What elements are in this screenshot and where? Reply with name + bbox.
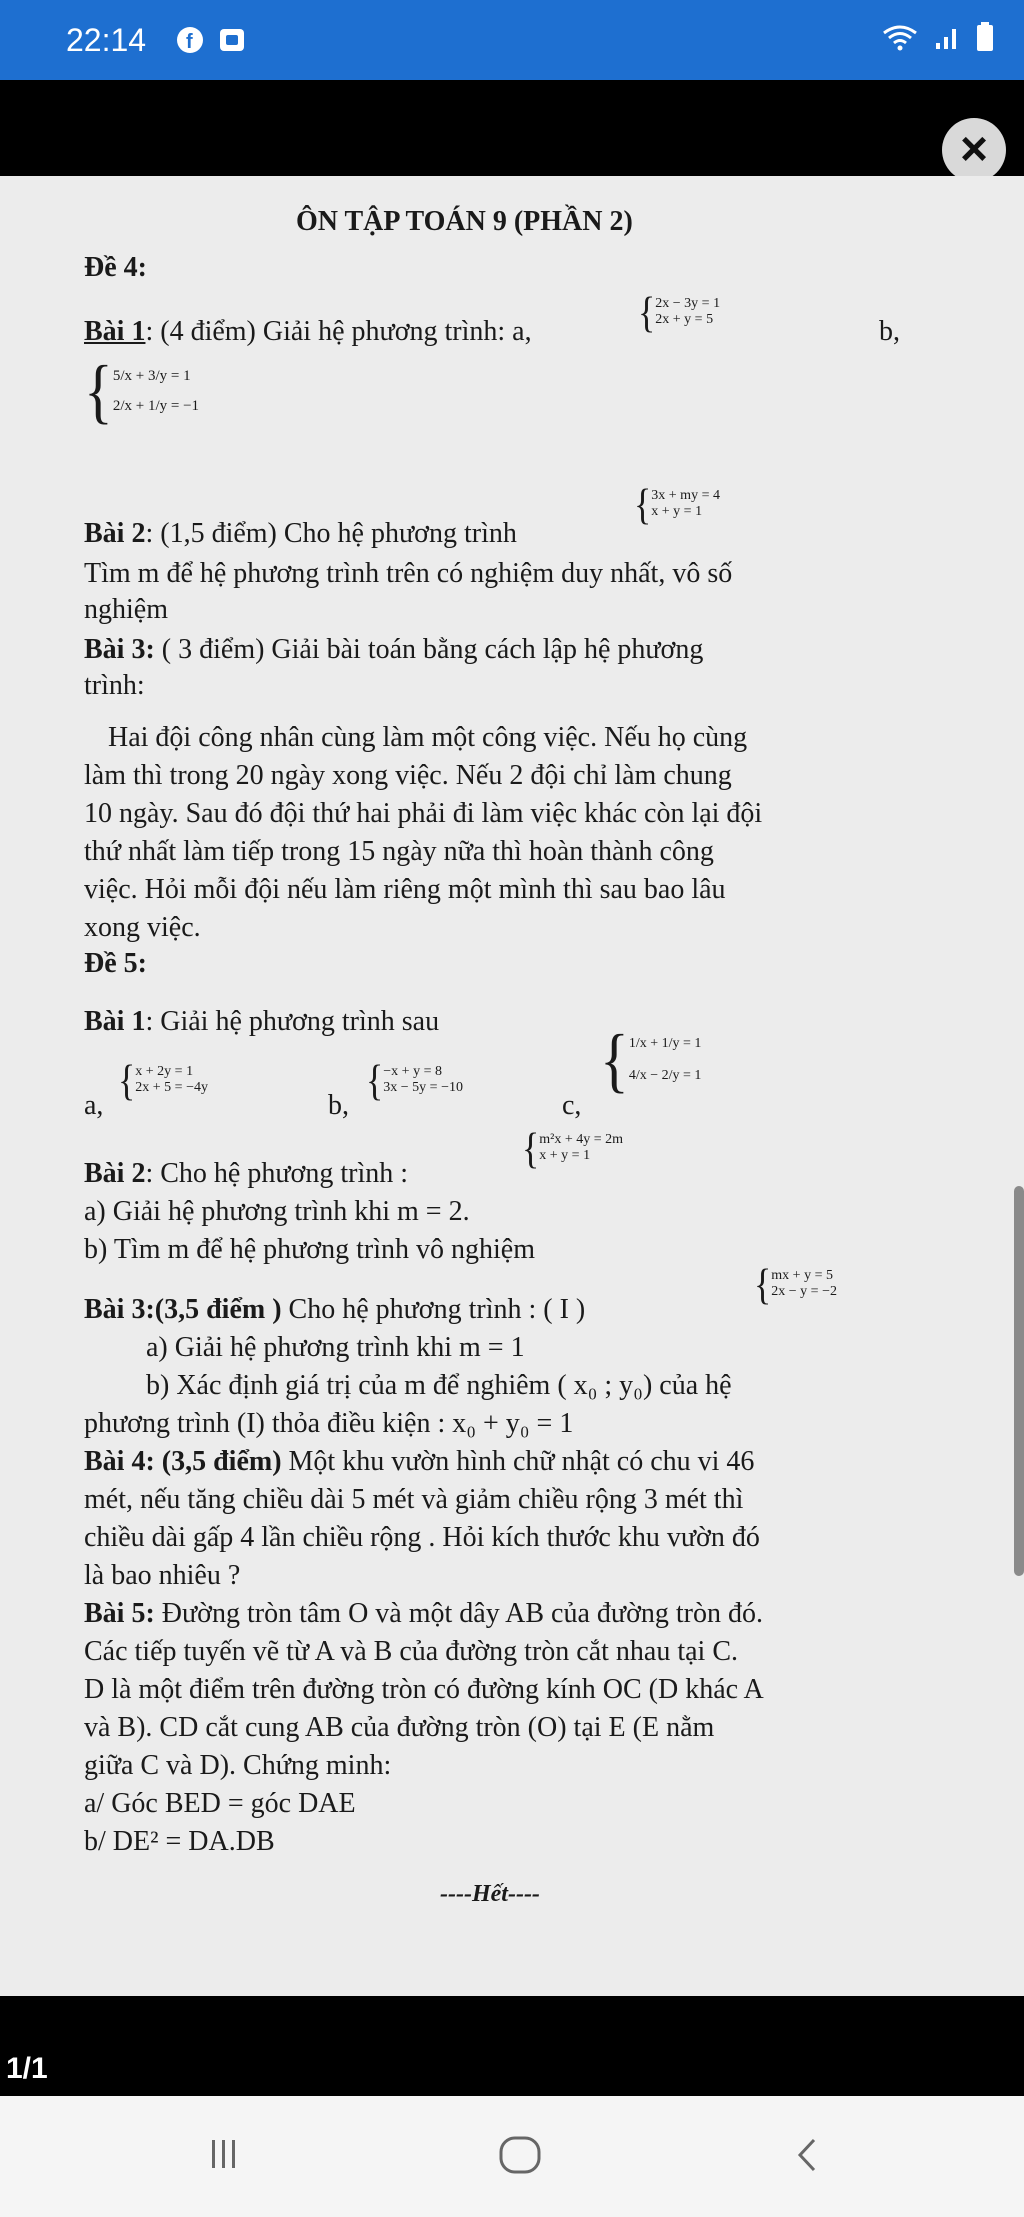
de5-bai2: Bài 2: Cho hệ phương trình : [84, 1158, 408, 1189]
de4-bai1 [84, 314, 532, 350]
de5-bai1: Bài 1: Giải hệ phương trình sau [84, 1006, 440, 1037]
page-counter: 1/1 [6, 2052, 48, 2085]
equation-system: { 2x − 3y = 1 2x + y = 5 [638, 288, 721, 336]
de5-bai5: Bài 5: Đường tròn tâm O và một dây AB của đường tròn đó. [84, 1598, 764, 1629]
equation-system: { 3x + my = 4 x + y = 1 [634, 480, 720, 528]
system-nav-bar [0, 2096, 1024, 2217]
wifi-icon [880, 23, 920, 51]
de4-heading: Đề 4: [84, 252, 147, 283]
document-page[interactable] [0, 176, 1024, 1996]
gallery-icon [218, 26, 246, 54]
text-line: giữa C và D). Chứng minh: [84, 1750, 392, 1781]
back-button[interactable] [778, 2134, 838, 2180]
home-icon [497, 2134, 543, 2176]
text-line: Hai đội công nhân cùng làm một công việc. Nếu họ cùng [108, 722, 748, 753]
equation-system: { 5/x + 3/y = 1 2/x + 1/y = −1 [84, 351, 200, 431]
svg-text:f: f [186, 31, 193, 53]
text-line: và B). CD cắt cung AB của đường tròn (O) tại E (E nằm [84, 1712, 715, 1743]
bai-text: : (4 điểm) Giải hệ phương trình: a, [145, 316, 532, 347]
text-line: a) Giải hệ phương trình khi m = 2. [84, 1196, 470, 1227]
signal-icon [934, 23, 962, 51]
text-line: chiều dài gấp 4 lần chiều rộng . Hỏi kích thước khu vườn đó [84, 1522, 760, 1553]
facebook-icon [176, 26, 204, 54]
home-button[interactable] [490, 2134, 550, 2180]
text-line: phương trình (I) thỏa điều kiện : x₀ + y₀ = 1 [84, 1408, 574, 1439]
scrollbar[interactable] [1014, 1186, 1024, 1576]
text-line: thứ nhất làm tiếp trong 15 ngày nữa thì hoàn thành công [84, 836, 714, 867]
part-label: b, [328, 1090, 349, 1121]
recents-icon [204, 2134, 244, 2174]
equation-system: { m²x + 4y = 2m x + y = 1 [522, 1124, 624, 1172]
de5-heading: Đề 5: [84, 948, 147, 979]
part-label: a, [84, 1090, 104, 1121]
recents-button[interactable] [194, 2134, 254, 2180]
equation-system: { 1/x + 1/y = 1 4/x − 2/y = 1 [600, 1020, 702, 1100]
text-line: b) Xác định giá trị của m để nghiêm ( x₀ ; y₀) của hệ [146, 1370, 732, 1401]
text-line: trình: [84, 670, 145, 701]
text-line: mét, nếu tăng chiều dài 5 mét và giảm chiều rộng 3 mét thì [84, 1484, 744, 1515]
text-line: a/ Góc BED = góc DAE [84, 1788, 356, 1819]
back-icon [788, 2134, 828, 2176]
text-line: Các tiếp tuyến vẽ từ A và B của đường tròn cắt nhau tại C. [84, 1636, 739, 1667]
text-line: xong việc. [84, 912, 201, 943]
page-counter-bar [0, 1996, 1024, 2096]
text-line: 10 ngày. Sau đó đội thứ hai phải đi làm việc khác còn lại đội [84, 798, 763, 829]
text-line: D là một điểm trên đường tròn có đường kính OC (D khác A [84, 1674, 764, 1705]
part-label: b, [879, 316, 900, 347]
text-line: a) Giải hệ phương trình khi m = 1 [146, 1332, 525, 1363]
de5-bai4: Bài 4: (3,5 điểm) Một khu vườn hình chữ nhật có chu vi 46 [84, 1446, 755, 1477]
close-button[interactable] [942, 118, 1006, 182]
clock: 22:14 [66, 22, 147, 58]
part-label: c, [562, 1090, 582, 1121]
end-marker: ----Hết---- [440, 1881, 540, 1907]
text-line: Tìm m để hệ phương trình trên có nghiệm duy nhất, vô số [84, 558, 733, 589]
equation-system: { mx + y = 5 2x − y = −2 [754, 1260, 837, 1308]
page-title: ÔN TẬP TOÁN 9 (PHẦN 2) [296, 206, 633, 237]
viewer-header [0, 80, 1024, 176]
equation-system: { x + 2y = 1 2x + 5 = −4y [118, 1056, 208, 1104]
battery-icon [976, 22, 994, 52]
de4-bai3: Bài 3: ( 3 điểm) Giải bài toán bằng cách lập hệ phương [84, 634, 704, 665]
text-line: làm thì trong 20 ngày xong việc. Nếu 2 đội chỉ làm chung [84, 760, 732, 791]
text-line: là bao nhiêu ? [84, 1560, 241, 1591]
text-line: b) Tìm m để hệ phương trình vô nghiệm [84, 1234, 535, 1265]
text-line: nghiệm [84, 594, 168, 625]
status-bar [0, 0, 1024, 80]
de5-bai3: Bài 3:(3,5 điểm ) Cho hệ phương trình : ( I ) [84, 1294, 586, 1325]
equation-system: { −x + y = 8 3x − 5y = −10 [366, 1056, 463, 1104]
text-line: việc. Hỏi mỗi đội nếu làm riêng một mình thì sau bao lâu [84, 874, 726, 905]
text-line: b/ DE² = DA.DB [84, 1826, 275, 1857]
de4-bai2: Bài 2: (1,5 điểm) Cho hệ phương trình [84, 518, 517, 549]
close-icon: × [959, 123, 989, 176]
bai-label: Bài 1 [84, 316, 146, 347]
